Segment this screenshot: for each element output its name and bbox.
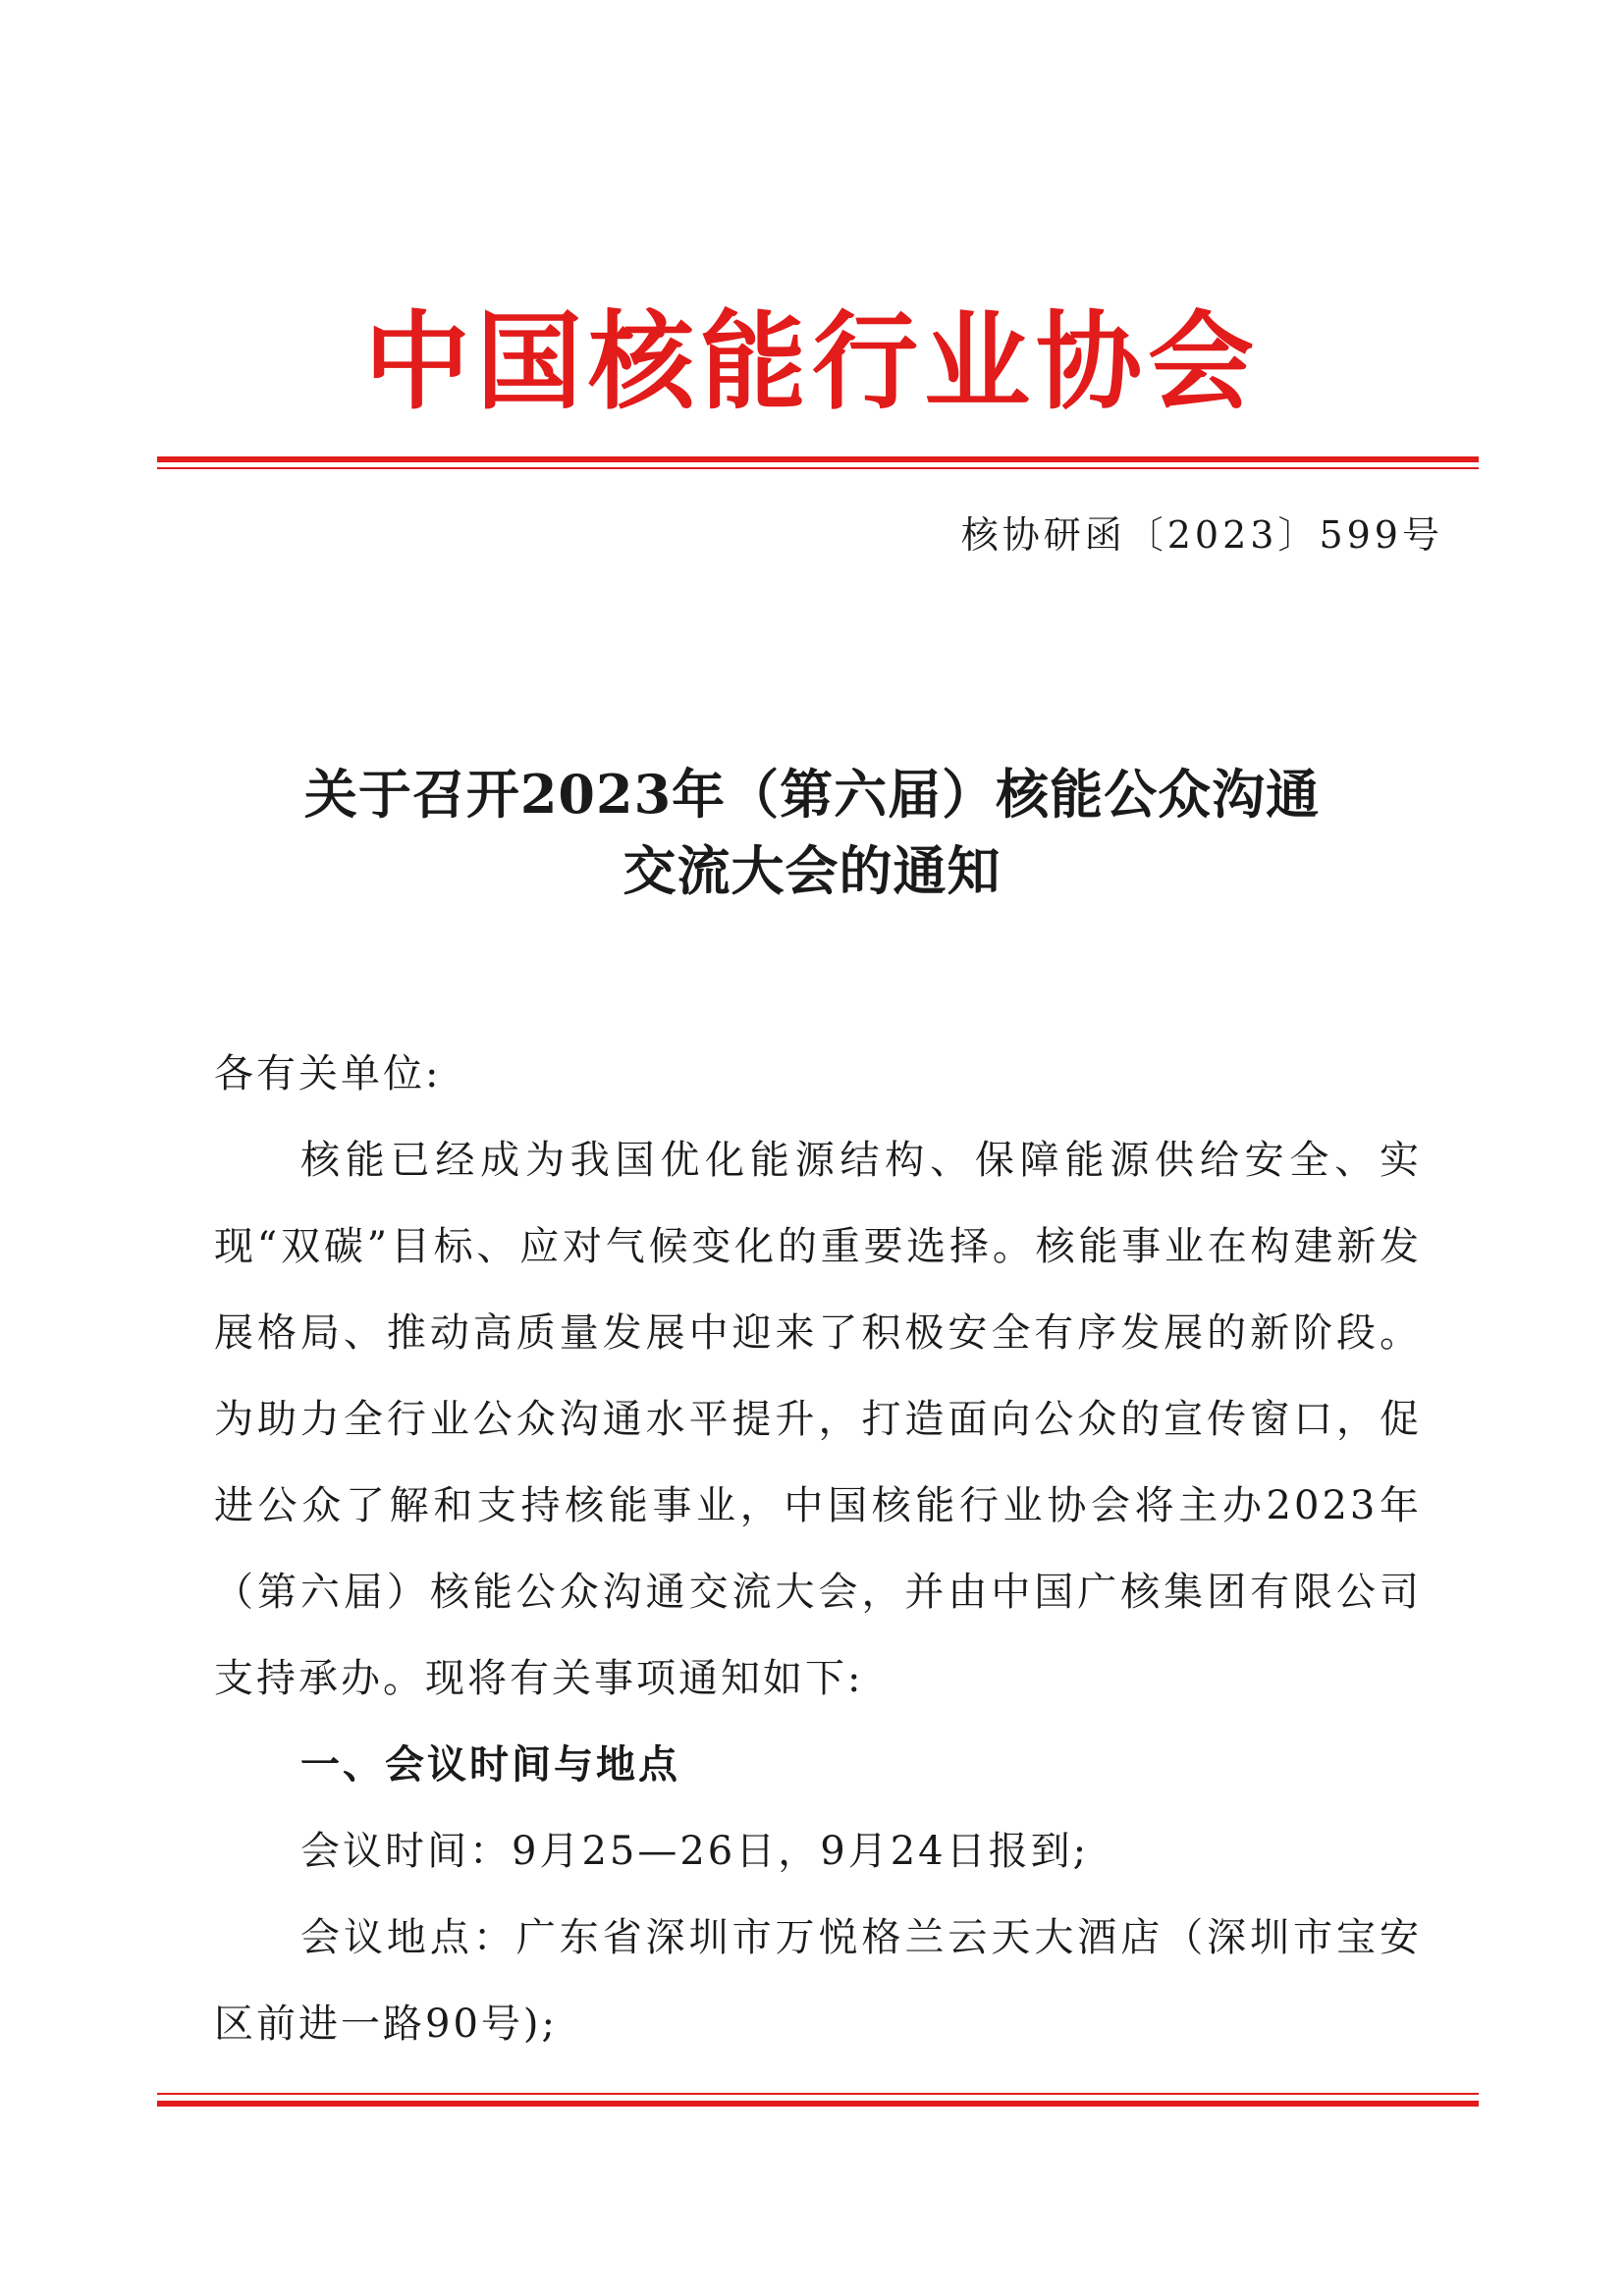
notice-title-line2: 交流大会的通知: [623, 839, 1001, 902]
footer-rule-thin: [157, 2093, 1479, 2095]
letterhead-rule-thick: [157, 456, 1479, 462]
meeting-time: 会议时间：9月25—26日，9月24日报到;: [300, 1829, 1090, 1874]
notice-title-line1: 关于召开2023年（第六届）核能公众沟通: [303, 763, 1321, 826]
letterhead-org-name: 中国核能行业协会: [363, 301, 1260, 424]
letterhead-rule-thin: [157, 467, 1479, 469]
document-number: 核协研函〔2023〕599号: [960, 513, 1443, 557]
intro-paragraph: 核能已经成为我国优化能源结构、保障能源供给安全、实现“双碳”目标、应对气候变化的重要选择。核能事业在构建新发展格局、推动高质量发展中迎来了积极安全有序发展的新阶段。为助力全行业公众沟通水平提升，打造面向公众的宣传窗口，促进公众了解和支持核能事业，中国核能行业协会将主办2023年（第六届）核能公众沟通交流大会，并由中国广核集团有限公司支持承办。现将有关事项通知如下:: [214, 1138, 1422, 1701]
salutation: 各有关单位:: [214, 1051, 442, 1096]
footer-rule-thick: [157, 2101, 1479, 2107]
notice-title: [0, 756, 1624, 909]
section-heading-time-place: 一、会议时间与地点: [300, 1742, 680, 1788]
meeting-place: 会议地点：广东省深圳市万悦格兰云天大酒店（深圳市宝安区前进一路90号);: [214, 1915, 1422, 2047]
notice-body: [214, 1031, 1422, 2067]
